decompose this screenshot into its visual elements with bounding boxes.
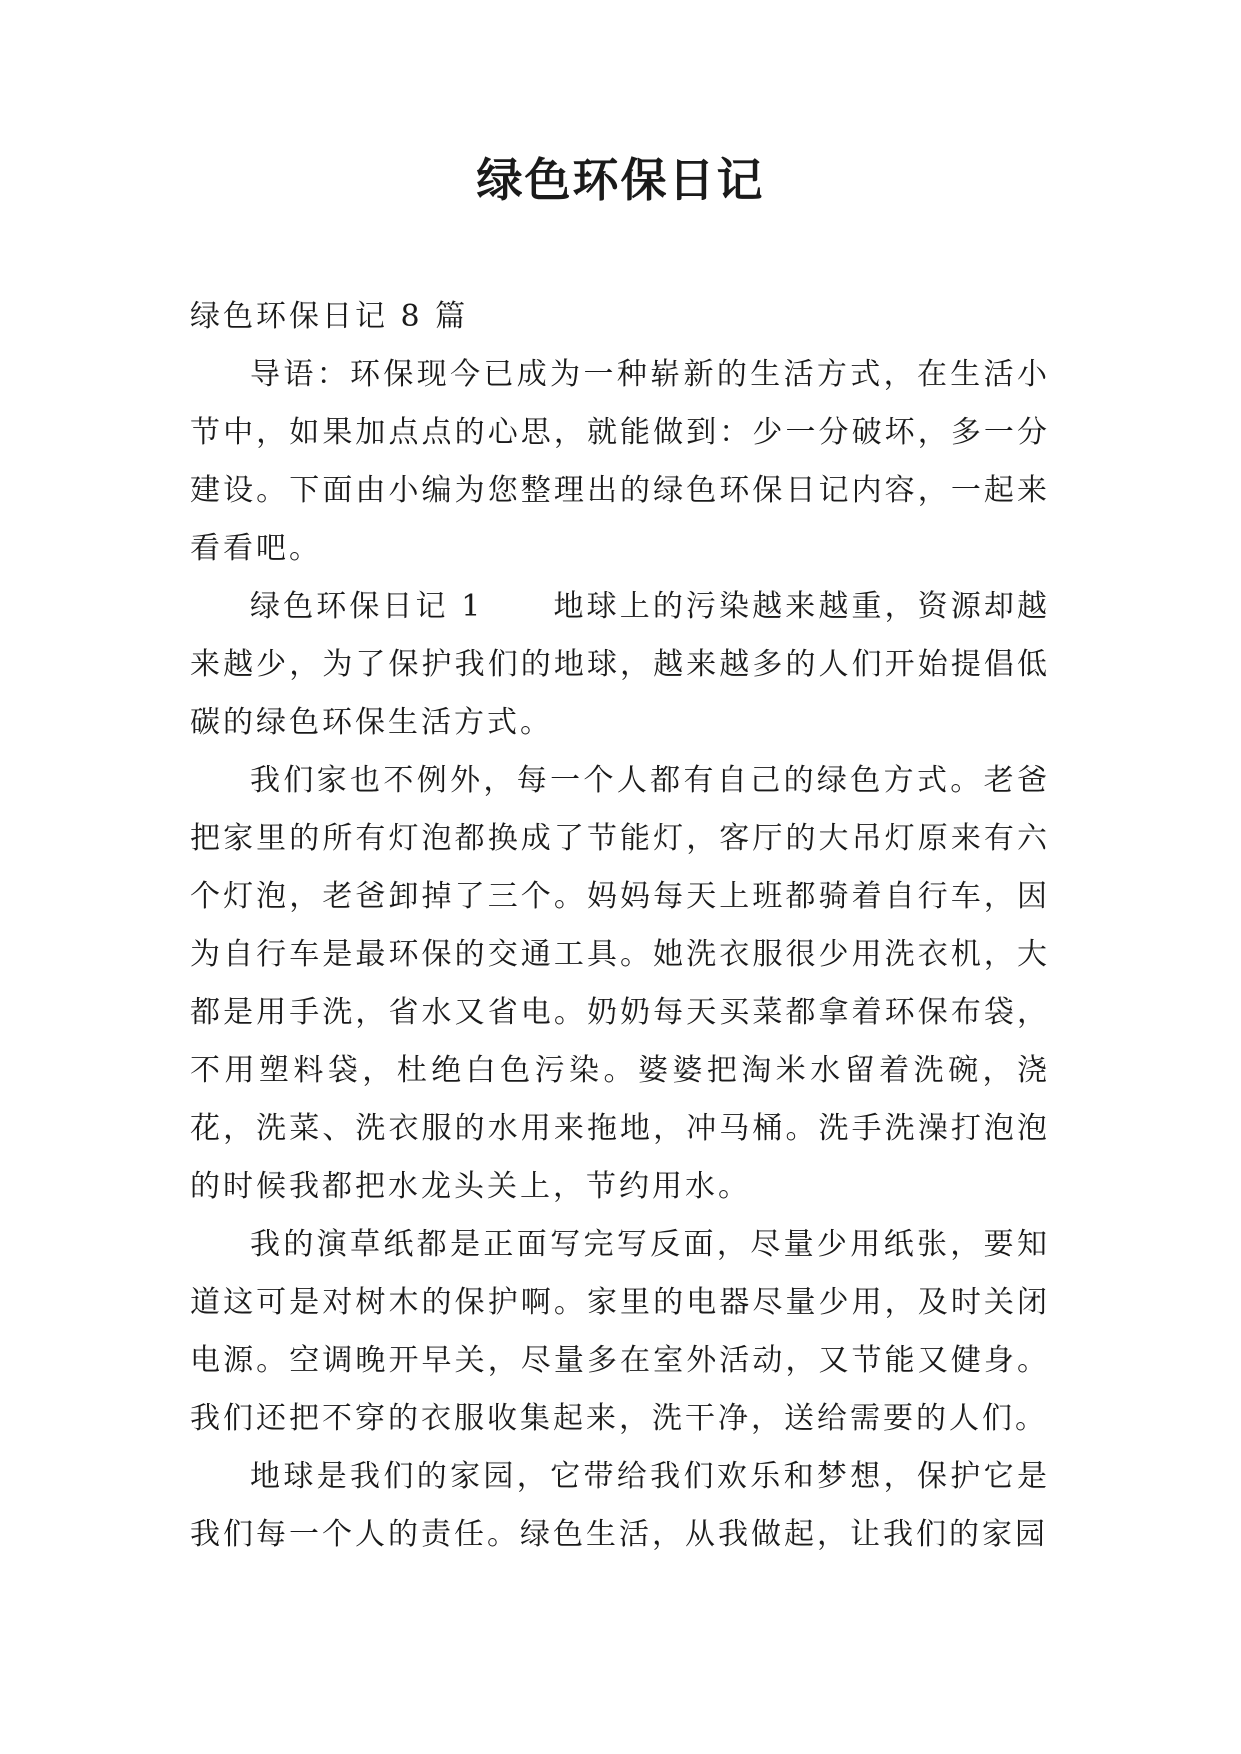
entry-1-first-text: 地球上的污染越来越重，资源却越来越少，为了保护我们的地球，越来越多的人们开始提倡低碳的绿色环保生活方式。	[190, 589, 1051, 740]
entry-1-heading: 绿色环保日记 1	[250, 589, 484, 624]
document-subtitle: 绿色环保日记 8 篇	[190, 299, 469, 334]
body-paragraph-2: 我的演草纸都是正面写完写反面，尽量少用纸张，要知道这可是对树木的保护啊。家里的电器尽量少用，及时关闭电源。空调晚开早关，尽量多在室外活动，又节能又健身。我们还把不穿的衣服收集起来，洗干净，送给需要的人们。	[190, 1227, 1050, 1436]
body-paragraph-3: 地球是我们的家园，它带给我们欢乐和梦想，保护它是我们每一个人的责任。绿色生活，从我做起，让我们的家园	[190, 1459, 1050, 1552]
intro-paragraph: 导语：环保现今已成为一种崭新的生活方式，在生活小节中，如果加点点的心思，就能做到：少一分破坏，多一分建设。下面由小编为您整理出的绿色环保日记内容，一起来看看吧。	[190, 357, 1050, 566]
document-title: 绿色环保日记	[476, 153, 765, 207]
body-paragraph-1: 我们家也不例外，每一个人都有自己的绿色方式。老爸把家里的所有灯泡都换成了节能灯，客厅的大吊灯原来有六个灯泡，老爸卸掉了三个。妈妈每天上班都骑着自行车，因为自行车是最环保的交通工具。她洗衣服很少用洗衣机，大都是用手洗，省水又省电。奶奶每天买菜都拿着环保布袋，不用塑料袋，杜绝白色污染。婆婆把淘米水留着洗碗，浇花，洗菜、洗衣服的水用来拖地，冲马桶。洗手洗澡打泡泡的时候我都把水龙头关上，节约用水。	[190, 763, 1050, 1204]
document-body	[190, 288, 1050, 1564]
entry-1-paragraph	[190, 578, 1050, 752]
